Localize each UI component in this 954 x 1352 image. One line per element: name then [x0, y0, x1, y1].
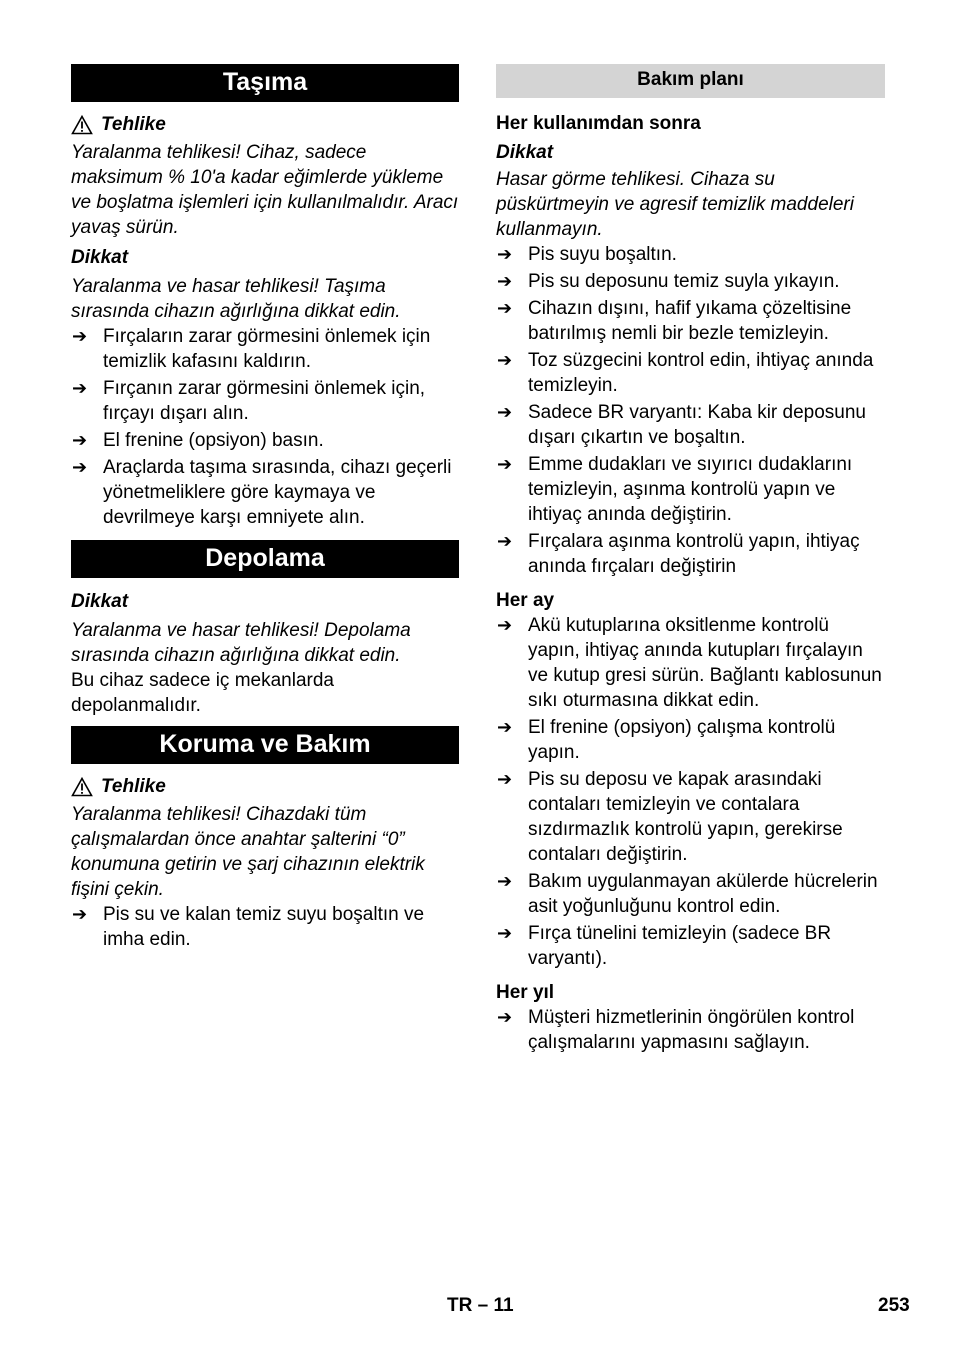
caution-label: Dikkat — [71, 247, 129, 268]
storage-text: Bu cihaz sadece iç mekanlarda depolanmalıdır. — [71, 670, 334, 716]
arrow-right-icon: ➔ — [497, 871, 513, 892]
arrow-right-icon: ➔ — [497, 298, 513, 319]
list-item: ➔ Araçlarda taşıma sırasında, cihazı geçerli yönetmeliklere göre kaymaya ve devrilmeye karşı emniyete alın. — [72, 457, 452, 528]
arrow-right-icon: ➔ — [72, 457, 88, 478]
section-title-tasima: Taşıma — [71, 64, 459, 102]
list-item: ➔ Fırçanın zarar görmesini önlemek için, fırçayı dışarı alın. — [72, 378, 426, 424]
arrow-right-icon: ➔ — [497, 271, 513, 292]
arrow-right-icon: ➔ — [497, 923, 513, 944]
arrow-right-icon: ➔ — [497, 717, 513, 738]
heading-yearly: Her yıl — [496, 982, 555, 1003]
arrow-right-icon: ➔ — [72, 430, 88, 451]
section-title-bakim: Koruma ve Bakım — [71, 726, 459, 764]
footer-section — [447, 1293, 514, 1318]
monthly-list — [496, 613, 885, 971]
list-item: ➔ Bakım uygulanmayan akülerde hücrelerin asit yoğunluğunu kontrol edin. — [497, 871, 878, 917]
heading-monthly: Her ay — [496, 590, 555, 611]
caution-text: Yaralanma ve hasar tehlikesi! Depolama sırasında cihazın ağırlığına dikkat edin. — [71, 620, 411, 666]
list-item: ➔ Cihazın dışını, hafif yıkama çözeltisine batırılmış nemli bir bezle temizleyin. — [497, 298, 852, 344]
arrow-right-icon: ➔ — [497, 1007, 513, 1028]
section-title-depolama: Depolama — [71, 540, 459, 578]
arrow-right-icon: ➔ — [497, 350, 513, 371]
danger-label: Tehlike — [101, 776, 166, 797]
list-item: ➔ Emme dudakları ve sıyırıcı dudaklarını temizleyin, aşınma kontrolü yapın ve ihtiyaç anında değiştirin. — [497, 454, 853, 525]
list-item: ➔ El frenine (opsiyon) çalışma kontrolü yapın. — [497, 717, 836, 763]
footer-section-page: 11 — [493, 1295, 514, 1316]
danger-label: Tehlike — [101, 114, 166, 135]
list-item: ➔ El frenine (opsiyon) basın. — [72, 430, 324, 451]
danger-notice — [71, 112, 459, 137]
arrow-right-icon: ➔ — [497, 402, 513, 423]
danger-text: Yaralanma tehlikesi! Cihazdaki tüm çalışmalardan önce anahtar şalterini “0” konumuna getirin ve şarj cihazının elektrik fişini çekin. — [71, 804, 425, 900]
right-column — [496, 64, 885, 1057]
list-item: ➔ Sadece BR varyantı: Kaba kir deposunu dışarı çıkartın ve boşaltın. — [497, 402, 866, 448]
list-item: ➔ Müşteri hizmetlerinin öngörülen kontrol çalışmalarını yapmasını sağlayın. — [497, 1007, 855, 1053]
list-item: ➔ Pis su ve kalan temiz suyu boşaltın ve imha edin. — [72, 904, 425, 950]
after-each-list — [496, 242, 885, 579]
arrow-right-icon: ➔ — [497, 769, 513, 790]
bakim-list — [71, 902, 459, 952]
arrow-right-icon: ➔ — [497, 615, 513, 636]
caution-label: Dikkat — [71, 591, 129, 612]
footer-lang: TR — [447, 1295, 473, 1316]
arrow-right-icon: ➔ — [72, 378, 88, 399]
arrow-right-icon: ➔ — [497, 244, 513, 265]
arrow-right-icon: ➔ — [72, 904, 88, 925]
page-number: 253 — [878, 1295, 910, 1316]
list-item: ➔ Toz süzgecini kontrol edin, ihtiyaç anında temizleyin. — [497, 350, 874, 396]
tasima-list — [71, 324, 459, 530]
arrow-right-icon: ➔ — [72, 326, 88, 347]
list-item: ➔ Pis suyu boşaltın. — [497, 244, 677, 265]
heading-after-each-use: Her kullanımdan sonra — [496, 113, 701, 134]
list-item: ➔ Fırçaların zarar görmesini önlemek için temizlik kafasını kaldırın. — [72, 326, 431, 372]
left-column — [71, 64, 459, 954]
arrow-right-icon: ➔ — [497, 531, 513, 552]
list-item: ➔ Fırça tünelini temizleyin (sadece BR varyantı). — [497, 923, 832, 969]
danger-text: Yaralanma tehlikesi! Cihaz, sadece maksimum % 10'a kadar eğimlerde yükleme ve boşlatma işlemleri için kullanılmalıdır. Aracı yavaş sürün. — [71, 142, 459, 238]
yearly-list — [496, 1005, 885, 1055]
arrow-right-icon: ➔ — [497, 454, 513, 475]
section-title-bakim-plani: Bakım planı — [496, 64, 885, 98]
list-item: ➔ Pis su deposu ve kapak arasındaki contaları temizleyin ve contalara sızdırmazlık kontrolü yapın, gerekirse contaları değiştirin. — [497, 769, 843, 865]
list-item: ➔ Akü kutuplarına oksitlenme kontrolü yapın, ihtiyaç anında kutupları fırçalayın ve kutup gresi sürün. Bağlantı kablosunun sıkı oturmasına dikkat edin. — [497, 615, 882, 711]
warning-triangle-icon — [71, 115, 93, 135]
footer-dash: – — [477, 1295, 489, 1316]
caution-text: Yaralanma ve hasar tehlikesi! Taşıma sırasında cihazın ağırlığına dikkat edin. — [71, 276, 401, 322]
danger-notice — [71, 774, 459, 799]
list-item: ➔ Fırçalara aşınma kontrolü yapın, ihtiyaç anında fırçaları değiştirin — [497, 531, 860, 577]
caution-text: Hasar görme tehlikesi. Cihaza su püskürtmeyin ve agresif temizlik maddeleri kullanmayın. — [496, 169, 854, 240]
list-item: ➔ Pis su deposunu temiz suyla yıkayın. — [497, 271, 840, 292]
caution-label: Dikkat — [496, 142, 554, 163]
warning-triangle-icon — [71, 777, 93, 797]
